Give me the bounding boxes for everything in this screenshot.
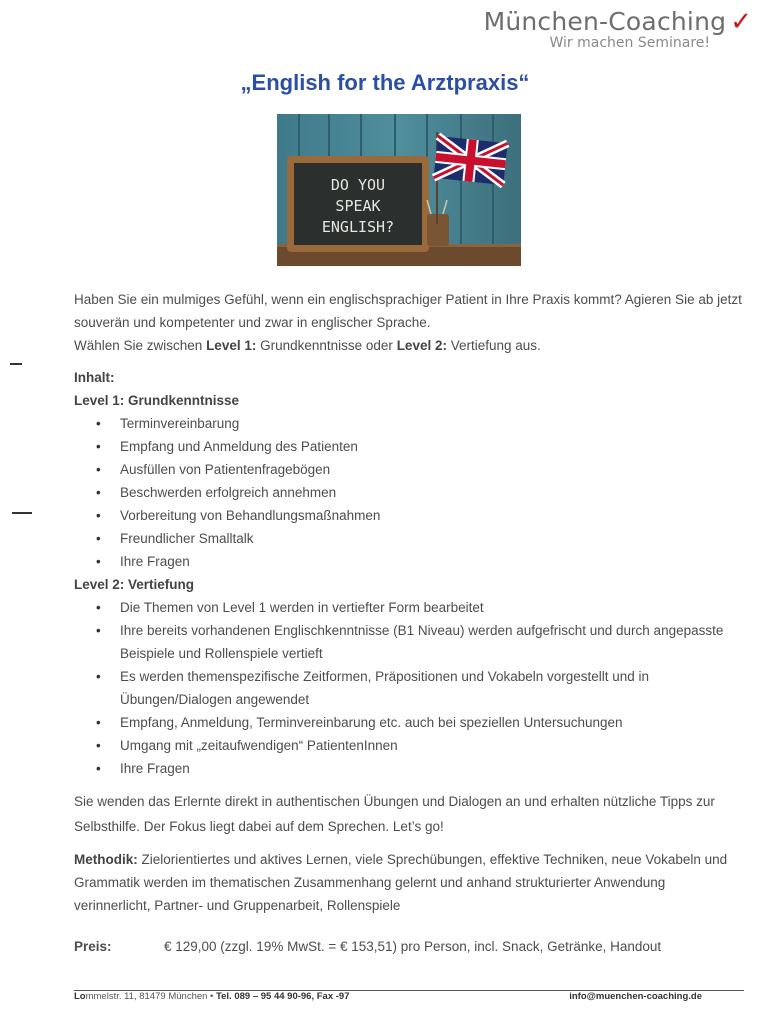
margin-mark xyxy=(10,363,22,365)
list-item: • Es werden themenspezifische Zeitformen, Präpositionen und Vokabeln vorgestellt und in Übungen/Dialogen angewendet xyxy=(120,665,744,711)
list-item: • Freundlicher Smalltalk xyxy=(120,527,744,550)
list-item: • Die Themen von Level 1 werden in vertiefter Form bearbeitet xyxy=(120,596,744,619)
price-text: € 129,00 (zzgl. 19% MwSt. = € 153,51) pro Person, incl. Snack, Getränke, Handout xyxy=(164,939,662,954)
text: Vertiefung aus. xyxy=(446,338,541,353)
list-item: • Empfang, Anmeldung, Terminvereinbarung etc. auch bei speziellen Untersuchungen xyxy=(120,711,744,734)
logo-tagline: Wir machen Seminare! xyxy=(549,35,710,51)
footer-contact xyxy=(74,991,349,1002)
footer-phone: Tel. 089 – 95 44 90-96, Fax -97 xyxy=(216,991,350,1002)
text: Grundkenntnisse oder xyxy=(256,338,397,353)
level1-list xyxy=(74,412,744,573)
list-item: • Ihre Fragen xyxy=(120,550,744,573)
price-label: Preis: xyxy=(74,939,112,954)
methodik-text: Zielorientiertes und aktives Lernen, viele Sprechübungen, effektive Techniken, neue Vokabeln und Grammatik werden im thematischen Zusammenhang gelernt und anhand strukturierter Anwendung verinnerlicht, Partner- und Gruppenarbeit, Rollenspiele xyxy=(74,852,728,913)
list-item: • Terminvereinbarung xyxy=(120,412,744,435)
price-row xyxy=(74,935,744,958)
chalkboard-flag-illustration xyxy=(277,114,521,266)
footer-address: mmelstr. 11, 81479 München • xyxy=(85,991,217,1002)
list-item: • Vorbereitung von Behandlungsmaßnahmen xyxy=(120,504,744,527)
chalk-line-3: ENGLISH? xyxy=(321,218,395,236)
list-item: • Beschwerden erfolgreich annehmen xyxy=(120,481,744,504)
company-logo xyxy=(484,6,752,51)
page-title: „English for the Arztpraxis“ xyxy=(240,70,530,95)
footer-email[interactable]: info@muenchen-coaching.de xyxy=(569,991,702,1002)
level2-list xyxy=(74,596,744,780)
outro-paragraph: Sie wenden das Erlernte direkt in authentischen Übungen und Dialogen an und erhalten nützliche Tipps zur Selbsthilfe. Der Fokus liegt dabei auf dem Sprechen. Let’s go! xyxy=(74,794,715,834)
level1-ref: Level 1: xyxy=(206,338,257,353)
address-bold: Lo xyxy=(74,991,86,1002)
level-choice-paragraph xyxy=(74,334,744,357)
text: Wählen Sie zwischen xyxy=(74,338,207,353)
methodik-paragraph xyxy=(74,848,744,917)
inhalt-heading xyxy=(74,366,744,389)
list-item: • Empfang und Anmeldung des Patienten xyxy=(120,435,744,458)
margin-mark xyxy=(12,512,32,514)
chalk-line-2: SPEAK xyxy=(335,197,381,215)
chalk-line-1: DO YOU xyxy=(330,176,386,194)
list-item: • Ihre Fragen xyxy=(120,757,744,780)
logo-name: München-Coaching xyxy=(483,7,727,36)
list-item: • Umgang mit „zeitaufwendigen“ PatientenInnen xyxy=(120,734,744,757)
footer xyxy=(74,991,702,1002)
inhalt-label: Inhalt: xyxy=(74,370,115,385)
list-item: • Ausfüllen von Patientenfragebögen xyxy=(120,458,744,481)
level1-title: Level 1: Grundkenntnisse xyxy=(74,393,240,408)
checkmark-icon: ✓ xyxy=(730,6,752,36)
level2-title: Level 2: Vertiefung xyxy=(74,577,195,592)
methodik-label: Methodik: xyxy=(74,852,138,867)
list-item: • Ihre bereits vorhandenen Englischkenntnisse (B1 Niveau) werden aufgefrischt und durch angepasste Beispiele und Rollenspiele vertieft xyxy=(120,619,744,665)
hero-image xyxy=(277,114,521,266)
level2-heading xyxy=(74,573,744,596)
level2-ref: Level 2: xyxy=(396,338,447,353)
intro-paragraph: Haben Sie ein mulmiges Gefühl, wenn ein englischsprachiger Patient in Ihre Praxis kommt? Agieren Sie ab jetzt souverän und kompetenter und zwar in englischer Sprache. xyxy=(74,292,742,330)
main-content xyxy=(74,288,744,958)
level1-heading xyxy=(74,389,744,412)
